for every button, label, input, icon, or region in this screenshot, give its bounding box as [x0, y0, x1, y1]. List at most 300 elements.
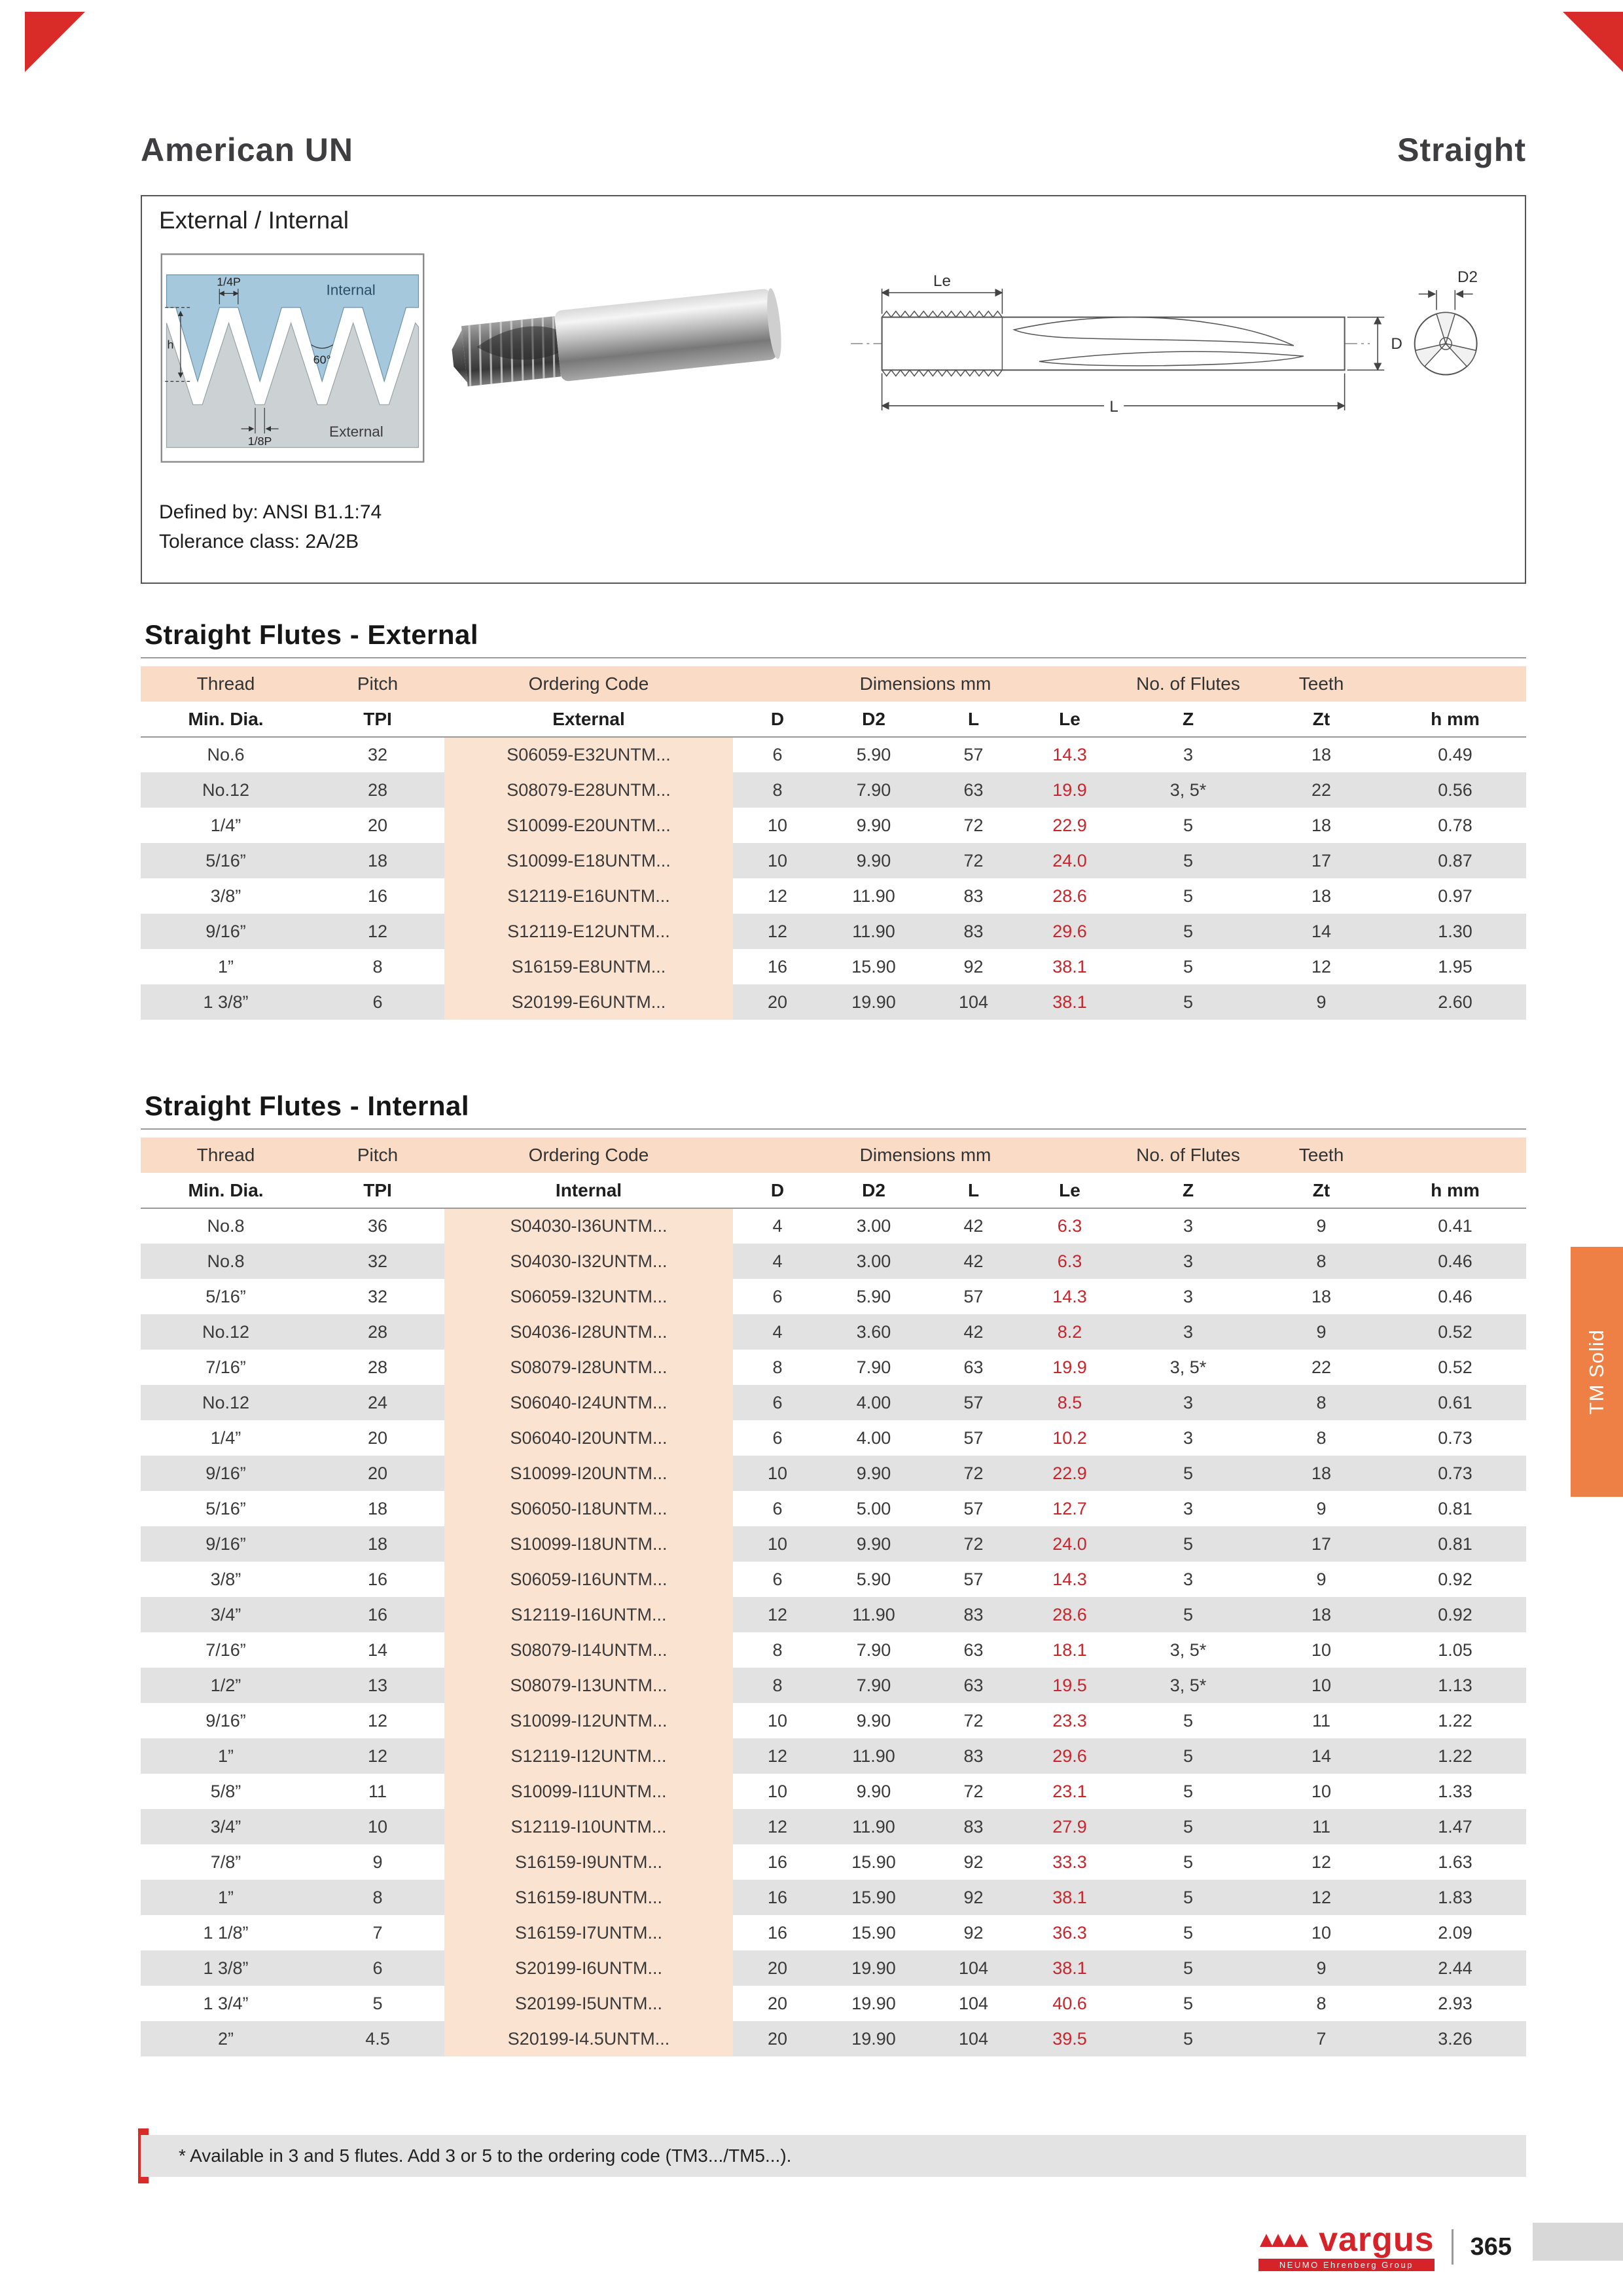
table-row [141, 914, 1526, 949]
table-cell: 6 [772, 1569, 783, 1589]
table-cell: 7.90 [822, 772, 925, 808]
table-cell: 15.90 [851, 1852, 896, 1872]
table-cell: 7 [1258, 2021, 1384, 2056]
table-cell: 20 [733, 2021, 822, 2056]
table-cell: 0.92 [1384, 1597, 1526, 1632]
table-row [141, 1314, 1526, 1350]
table-cell: 11.90 [822, 1597, 925, 1632]
col-group-flutes: No. of Flutes [1118, 666, 1258, 702]
table-cell: 9 [1316, 1498, 1327, 1518]
table-cell: 3 [1118, 1385, 1258, 1420]
table-cell: 57 [963, 745, 984, 764]
le-cell: 24.0 [1022, 1526, 1118, 1562]
table-cell: 57 [925, 1385, 1022, 1420]
col-group-pitch: Pitch [311, 666, 444, 702]
col-hmm: h mm [1384, 1173, 1526, 1208]
table-cell: 3, 5* [1118, 1668, 1258, 1703]
table-cell: 14 [367, 1640, 388, 1660]
table-cell: 13 [311, 1668, 444, 1703]
table-cell: 5/16” [205, 1286, 246, 1306]
brand-logo [1258, 2223, 1435, 2271]
thread-zigzag-top [882, 312, 1003, 317]
col-group-dimensions: Dimensions mm [733, 1138, 1118, 1173]
table-cell: 1 3/8” [141, 984, 311, 1020]
table-cell: 28 [311, 772, 444, 808]
table-cell: 0.81 [1438, 1498, 1472, 1518]
table-cell: 12 [1311, 956, 1332, 977]
table-cell: 32 [367, 745, 388, 764]
table-cell: 9/16” [141, 914, 311, 949]
table-row [141, 1986, 1526, 2021]
table-cell: 16 [767, 956, 788, 977]
table-cell: 18 [1258, 1597, 1384, 1632]
table-cell: 11.90 [822, 1738, 925, 1774]
table-cell: 5 [1118, 1526, 1258, 1562]
table-cell: 18 [1311, 886, 1332, 906]
le-cell: 27.9 [1022, 1809, 1118, 1844]
table-cell: 8 [772, 1640, 783, 1660]
table-cell: No.12 [141, 1385, 311, 1420]
table-cell: 9 [1316, 1569, 1327, 1589]
table-cell: 11 [1258, 1809, 1384, 1844]
ordering-code-cell: S08079-I14UNTM... [444, 1632, 733, 1668]
footnote-text: * Available in 3 and 5 flutes. Add 3 or 5 to the ordering code (TM3.../TM5...). [179, 2145, 792, 2166]
table-cell: 0.73 [1438, 1427, 1472, 1448]
defined-by-line: Defined by: ANSI B1.1:74 [159, 501, 382, 523]
le-dim-label: Le [933, 272, 952, 291]
table-cell: 9 [372, 1852, 383, 1872]
table-cell: 28 [311, 1314, 444, 1350]
table-cell: 2” [141, 2021, 311, 2056]
table-cell: 7.90 [822, 1668, 925, 1703]
table-cell: 9 [1258, 1950, 1384, 1986]
table-cell: 16 [367, 886, 388, 906]
table-cell: 2.60 [1384, 984, 1526, 1020]
ordering-code-cell: S12119-I10UNTM... [444, 1809, 733, 1844]
external-label: External [329, 423, 383, 440]
table-cell: 0.78 [1438, 815, 1472, 835]
table-cell: 4.5 [311, 2021, 444, 2056]
col-d: D [733, 1173, 822, 1208]
table-cell: 22 [1258, 772, 1384, 808]
table-cell: 0.52 [1384, 1314, 1526, 1350]
col-min-dia: Min. Dia. [141, 1173, 311, 1208]
table-cell: 20 [733, 984, 822, 1020]
h-label: h [167, 338, 174, 351]
table-cell: 32 [311, 1244, 444, 1279]
table-cell: 15.90 [822, 1880, 925, 1915]
table-cell: 16 [767, 1852, 788, 1872]
table-cell: 5 [1183, 1781, 1194, 1801]
table-cell: 1.05 [1438, 1640, 1472, 1660]
table-cell: 12 [311, 914, 444, 949]
table-cell: 9/16” [205, 1710, 246, 1731]
table-cell: 72 [963, 1710, 984, 1731]
ordering-code-cell: S20199-I5UNTM... [444, 1986, 733, 2021]
table-row [141, 1844, 1526, 1880]
table-cell: 8 [1258, 1385, 1384, 1420]
table-row [141, 1244, 1526, 1279]
le-cell: 38.1 [1022, 1950, 1118, 1986]
col-l: L [925, 1173, 1022, 1208]
table-cell: 11 [1312, 1710, 1331, 1731]
table-cell: 11 [368, 1781, 387, 1801]
table-cell: 3 [1183, 1427, 1194, 1448]
ordering-code-cell: S06050-I18UNTM... [444, 1491, 733, 1526]
footer [1258, 2223, 1512, 2271]
ordering-code-cell: S10099-E20UNTM... [444, 808, 733, 843]
col-group-thread: Thread [141, 666, 311, 702]
col-group-teeth: Teeth [1258, 1138, 1384, 1173]
table-cell: 42 [925, 1314, 1022, 1350]
table-cell: 104 [925, 984, 1022, 1020]
table-cell: 1.83 [1384, 1880, 1526, 1915]
table-cell: 3.00 [856, 1216, 891, 1236]
table-cell: 8 [733, 772, 822, 808]
table-cell: 92 [963, 1922, 984, 1943]
table-cell: 3/4” [141, 1809, 311, 1844]
table-cell: 5 [1118, 1597, 1258, 1632]
table-cell: 5/8” [210, 1781, 241, 1801]
table-cell: 8 [1316, 1993, 1327, 2013]
table-cell: 9/16” [141, 1526, 311, 1562]
le-cell: 24.0 [1022, 843, 1118, 878]
table-cell: 12 [733, 914, 822, 949]
table-cell: No.12 [141, 1314, 311, 1350]
le-cell: 14.3 [1052, 745, 1087, 764]
table-cell: 3 [1118, 1314, 1258, 1350]
overview-label: External / Internal [159, 207, 349, 234]
table-cell: 4.00 [822, 1385, 925, 1420]
col-le: Le [1022, 1173, 1118, 1208]
col-hmm: h mm [1384, 702, 1526, 737]
table-cell: 20 [367, 1427, 388, 1448]
table-cell: 6 [311, 1950, 444, 1986]
table-cell: 5/16” [205, 1498, 246, 1518]
table-cell: 6 [772, 1498, 783, 1518]
table-cell: 0.41 [1438, 1216, 1472, 1236]
table-cell: 8 [772, 1357, 783, 1377]
internal-table [141, 1138, 1526, 2056]
table-cell: 7/8” [210, 1852, 241, 1872]
table-cell: 7/16” [205, 1357, 246, 1377]
table-cell: 18 [1311, 815, 1332, 835]
table-row [141, 772, 1526, 808]
col-z: Z [1118, 702, 1258, 737]
table-cell: 5.90 [856, 1286, 891, 1306]
table-cell: 4 [772, 1216, 783, 1236]
table-row [141, 1208, 1526, 1244]
col-d2: D2 [822, 702, 925, 737]
table-row [141, 1279, 1526, 1314]
table-cell: 57 [963, 1286, 984, 1306]
col-d: D [733, 702, 822, 737]
table-cell: 42 [963, 1216, 984, 1236]
table-cell: 1” [141, 1738, 311, 1774]
table-cell: 3.60 [822, 1314, 925, 1350]
table-cell: 5 [1118, 1738, 1258, 1774]
table-cell: 17 [1258, 843, 1384, 878]
le-cell: 36.3 [1052, 1922, 1087, 1943]
table-cell: 5/16” [141, 843, 311, 878]
d-dim-label: D [1391, 335, 1402, 353]
le-cell: 28.6 [1052, 886, 1087, 906]
table-cell: 1 3/4” [203, 1993, 249, 2013]
table-cell: 2.93 [1438, 1993, 1472, 2013]
table-cell: 83 [925, 1738, 1022, 1774]
ordering-code-cell: S04030-I36UNTM... [444, 1208, 733, 1244]
table-cell: 10 [1311, 1781, 1332, 1801]
table-cell: 8 [1258, 1244, 1384, 1279]
table-cell: 2.44 [1384, 1950, 1526, 1986]
table-cell: 6 [772, 1427, 783, 1448]
table-cell: 18 [1311, 745, 1332, 764]
table-row [141, 1950, 1526, 1986]
table-cell: 3/4” [141, 1597, 311, 1632]
table-cell: 92 [963, 1852, 984, 1872]
dimension-drawing [841, 259, 1502, 428]
side-tab-tm-solid [1571, 1247, 1623, 1497]
le-cell: 29.6 [1022, 1738, 1118, 1774]
table-cell: 1.95 [1438, 956, 1472, 977]
le-cell: 18.1 [1052, 1640, 1087, 1660]
table-cell: 5.00 [856, 1498, 891, 1518]
table-cell: 36 [367, 1216, 388, 1236]
table-cell: 14 [1258, 1738, 1384, 1774]
table-cell: 5.90 [856, 745, 891, 764]
le-cell: 40.6 [1052, 1993, 1087, 2013]
table-row [141, 1385, 1526, 1420]
table-cell: 0.92 [1438, 1569, 1472, 1589]
table-cell: 1” [217, 956, 234, 977]
table-cell: 5 [1118, 1880, 1258, 1915]
table-cell: 72 [925, 843, 1022, 878]
table-cell: No.8 [207, 1216, 245, 1236]
ordering-code-cell: S16159-I7UNTM... [444, 1915, 733, 1950]
table-cell: 57 [963, 1498, 984, 1518]
table-cell: 0.73 [1384, 1456, 1526, 1491]
col-group-flutes: No. of Flutes [1118, 1138, 1258, 1173]
footer-divider [1452, 2229, 1454, 2265]
table-row [141, 1491, 1526, 1526]
table-cell: 1/2” [141, 1668, 311, 1703]
col-tpi: TPI [311, 1173, 444, 1208]
footnote [141, 2135, 1526, 2177]
table-row [141, 1880, 1526, 1915]
table-cell: 12 [733, 1597, 822, 1632]
col-group-thread: Thread [141, 1138, 311, 1173]
table-cell: 0.56 [1384, 772, 1526, 808]
ordering-code-cell: S08079-E28UNTM... [444, 772, 733, 808]
table-cell: 3/8” [210, 1569, 241, 1589]
le-cell: 8.5 [1022, 1385, 1118, 1420]
table-cell: 18 [311, 843, 444, 878]
table-cell: 72 [925, 1526, 1022, 1562]
table-cell: 5 [1118, 914, 1258, 949]
le-cell: 6.3 [1057, 1216, 1082, 1236]
table-cell: 0.49 [1438, 745, 1472, 764]
side-tab-label: TM Solid [1585, 1329, 1608, 1415]
table-cell: 3 [1118, 1244, 1258, 1279]
ordering-code-cell: S12119-E12UNTM... [444, 914, 733, 949]
table-cell: 12 [311, 1738, 444, 1774]
table-cell: 1.22 [1384, 1738, 1526, 1774]
table-cell: 7.90 [856, 1640, 891, 1660]
thread-profile-diagram [160, 253, 425, 463]
le-cell: 12.7 [1052, 1498, 1087, 1518]
table-cell: 5 [1183, 815, 1194, 835]
ordering-code-cell: S06059-E32UNTM... [444, 737, 733, 772]
table-cell: 3 [1183, 1569, 1194, 1589]
table-cell: 20 [733, 1950, 822, 1986]
table-cell: 16 [311, 1597, 444, 1632]
table-cell: 0.46 [1384, 1244, 1526, 1279]
ordering-code-cell: S10099-E18UNTM... [444, 843, 733, 878]
table-cell: 10 [767, 1781, 788, 1801]
table-cell: 9.90 [856, 815, 891, 835]
le-cell: 10.2 [1052, 1427, 1087, 1448]
col-code: External [444, 702, 733, 737]
table-row [141, 1350, 1526, 1385]
table-cell: 19.90 [851, 1993, 896, 2013]
table-cell: 5 [1118, 1950, 1258, 1986]
table-cell: 9/16” [141, 1456, 311, 1491]
col-group-teeth: Teeth [1258, 666, 1384, 702]
table-cell: 5 [372, 1993, 383, 2013]
table-cell: 83 [925, 914, 1022, 949]
table-cell: 2.09 [1438, 1922, 1472, 1943]
table-cell: 92 [963, 956, 984, 977]
table-cell: 11.90 [822, 914, 925, 949]
table-cell: 42 [925, 1244, 1022, 1279]
table-row [141, 1774, 1526, 1809]
table-cell: 12 [1311, 1852, 1332, 1872]
table-cell: 3, 5* [1169, 1357, 1207, 1377]
page-title-right: Straight [1397, 132, 1526, 168]
table-row [141, 1456, 1526, 1491]
le-cell: 38.1 [1052, 956, 1087, 977]
table-cell: 18 [1311, 1286, 1332, 1306]
table-cell: 6 [772, 745, 783, 764]
table-cell: 19.90 [822, 2021, 925, 2056]
table-cell: 9.90 [822, 1526, 925, 1562]
table-cell: 5 [1118, 1456, 1258, 1491]
table-cell: 3/8” [210, 886, 241, 906]
table-cell: 9 [1316, 1216, 1327, 1236]
le-cell: 23.3 [1052, 1710, 1087, 1731]
table-cell: 9 [1258, 1314, 1384, 1350]
defined-by-block [159, 497, 382, 556]
le-cell: 39.5 [1022, 2021, 1118, 2056]
le-cell: 14.3 [1052, 1569, 1087, 1589]
table-cell: 5 [1118, 1809, 1258, 1844]
le-cell: 22.9 [1022, 1456, 1118, 1491]
table-cell: 10 [311, 1809, 444, 1844]
table-cell: 12 [733, 1738, 822, 1774]
table-cell: 9.90 [822, 843, 925, 878]
table-cell: 11.90 [822, 1809, 925, 1844]
le-cell: 33.3 [1052, 1852, 1087, 1872]
table-cell: 5 [1183, 886, 1194, 906]
table-row [141, 2021, 1526, 2056]
table-cell: 5 [1118, 984, 1258, 1020]
col-group-empty [1384, 666, 1526, 702]
table-cell: 3 [1183, 1286, 1194, 1306]
col-group-ordering-code: Ordering Code [444, 1138, 733, 1173]
table-cell: 11.90 [852, 886, 895, 906]
table-row [141, 1668, 1526, 1703]
table-cell: 104 [925, 1950, 1022, 1986]
col-zt: Zt [1258, 1173, 1384, 1208]
table-cell: 1” [141, 1880, 311, 1915]
table-cell: 63 [925, 1668, 1022, 1703]
table-cell: 3 [1183, 745, 1194, 764]
table-cell: 12 [367, 1710, 388, 1731]
table-cell: 32 [367, 1286, 388, 1306]
table-row [141, 1809, 1526, 1844]
l-dim-label: L [1109, 398, 1118, 416]
table-cell: 10 [733, 1456, 822, 1491]
table-row [141, 878, 1526, 914]
table-cell: 8 [733, 1668, 822, 1703]
table-cell: 104 [925, 2021, 1022, 2056]
table-cell: 5 [1118, 2021, 1258, 2056]
internal-label: Internal [326, 281, 376, 298]
table-cell: 1.13 [1384, 1668, 1526, 1703]
table-cell: 10 [1258, 1668, 1384, 1703]
table-cell: 72 [963, 1781, 984, 1801]
table-cell: 1.22 [1438, 1710, 1472, 1731]
table-cell: 19.90 [822, 1950, 925, 1986]
table-cell: 9 [1258, 984, 1384, 1020]
table-row [141, 1597, 1526, 1632]
ordering-code-cell: S20199-I4.5UNTM... [444, 2021, 733, 2056]
col-group-dimensions: Dimensions mm [733, 666, 1118, 702]
overview-box [141, 195, 1526, 584]
table-row [141, 737, 1526, 772]
ordering-code-cell: S12119-E16UNTM... [444, 878, 733, 914]
angle-label: 60° [313, 353, 331, 367]
table-cell: 15.90 [851, 956, 896, 977]
table-cell: 10 [767, 1710, 788, 1731]
col-group-empty [1384, 1138, 1526, 1173]
col-z: Z [1118, 1173, 1258, 1208]
table-cell: 5 [1183, 956, 1194, 977]
internal-header-columns [141, 1173, 1526, 1208]
table-row [141, 1526, 1526, 1562]
table-cell: 28 [367, 1357, 388, 1377]
table-cell: 63 [925, 772, 1022, 808]
table-row [141, 1738, 1526, 1774]
internal-section-title: Straight Flutes - Internal [141, 1090, 1526, 1130]
table-row [141, 984, 1526, 1020]
table-cell: 14 [1258, 914, 1384, 949]
table-cell: 8 [1316, 1427, 1327, 1448]
table-cell: 16 [733, 1880, 822, 1915]
table-cell: 1 1/8” [203, 1922, 249, 1943]
table-cell: 5.90 [856, 1569, 891, 1589]
table-cell: 0.97 [1438, 886, 1472, 906]
table-cell: 1 3/8” [141, 1950, 311, 1986]
le-cell: 14.3 [1052, 1286, 1087, 1306]
le-cell: 19.5 [1022, 1668, 1118, 1703]
table-cell: 24 [311, 1385, 444, 1420]
table-row [141, 1915, 1526, 1950]
le-cell: 38.1 [1022, 984, 1118, 1020]
table-cell: 9.90 [822, 1456, 925, 1491]
table-cell: 63 [963, 1640, 984, 1660]
table-cell: 20 [767, 1993, 788, 2013]
